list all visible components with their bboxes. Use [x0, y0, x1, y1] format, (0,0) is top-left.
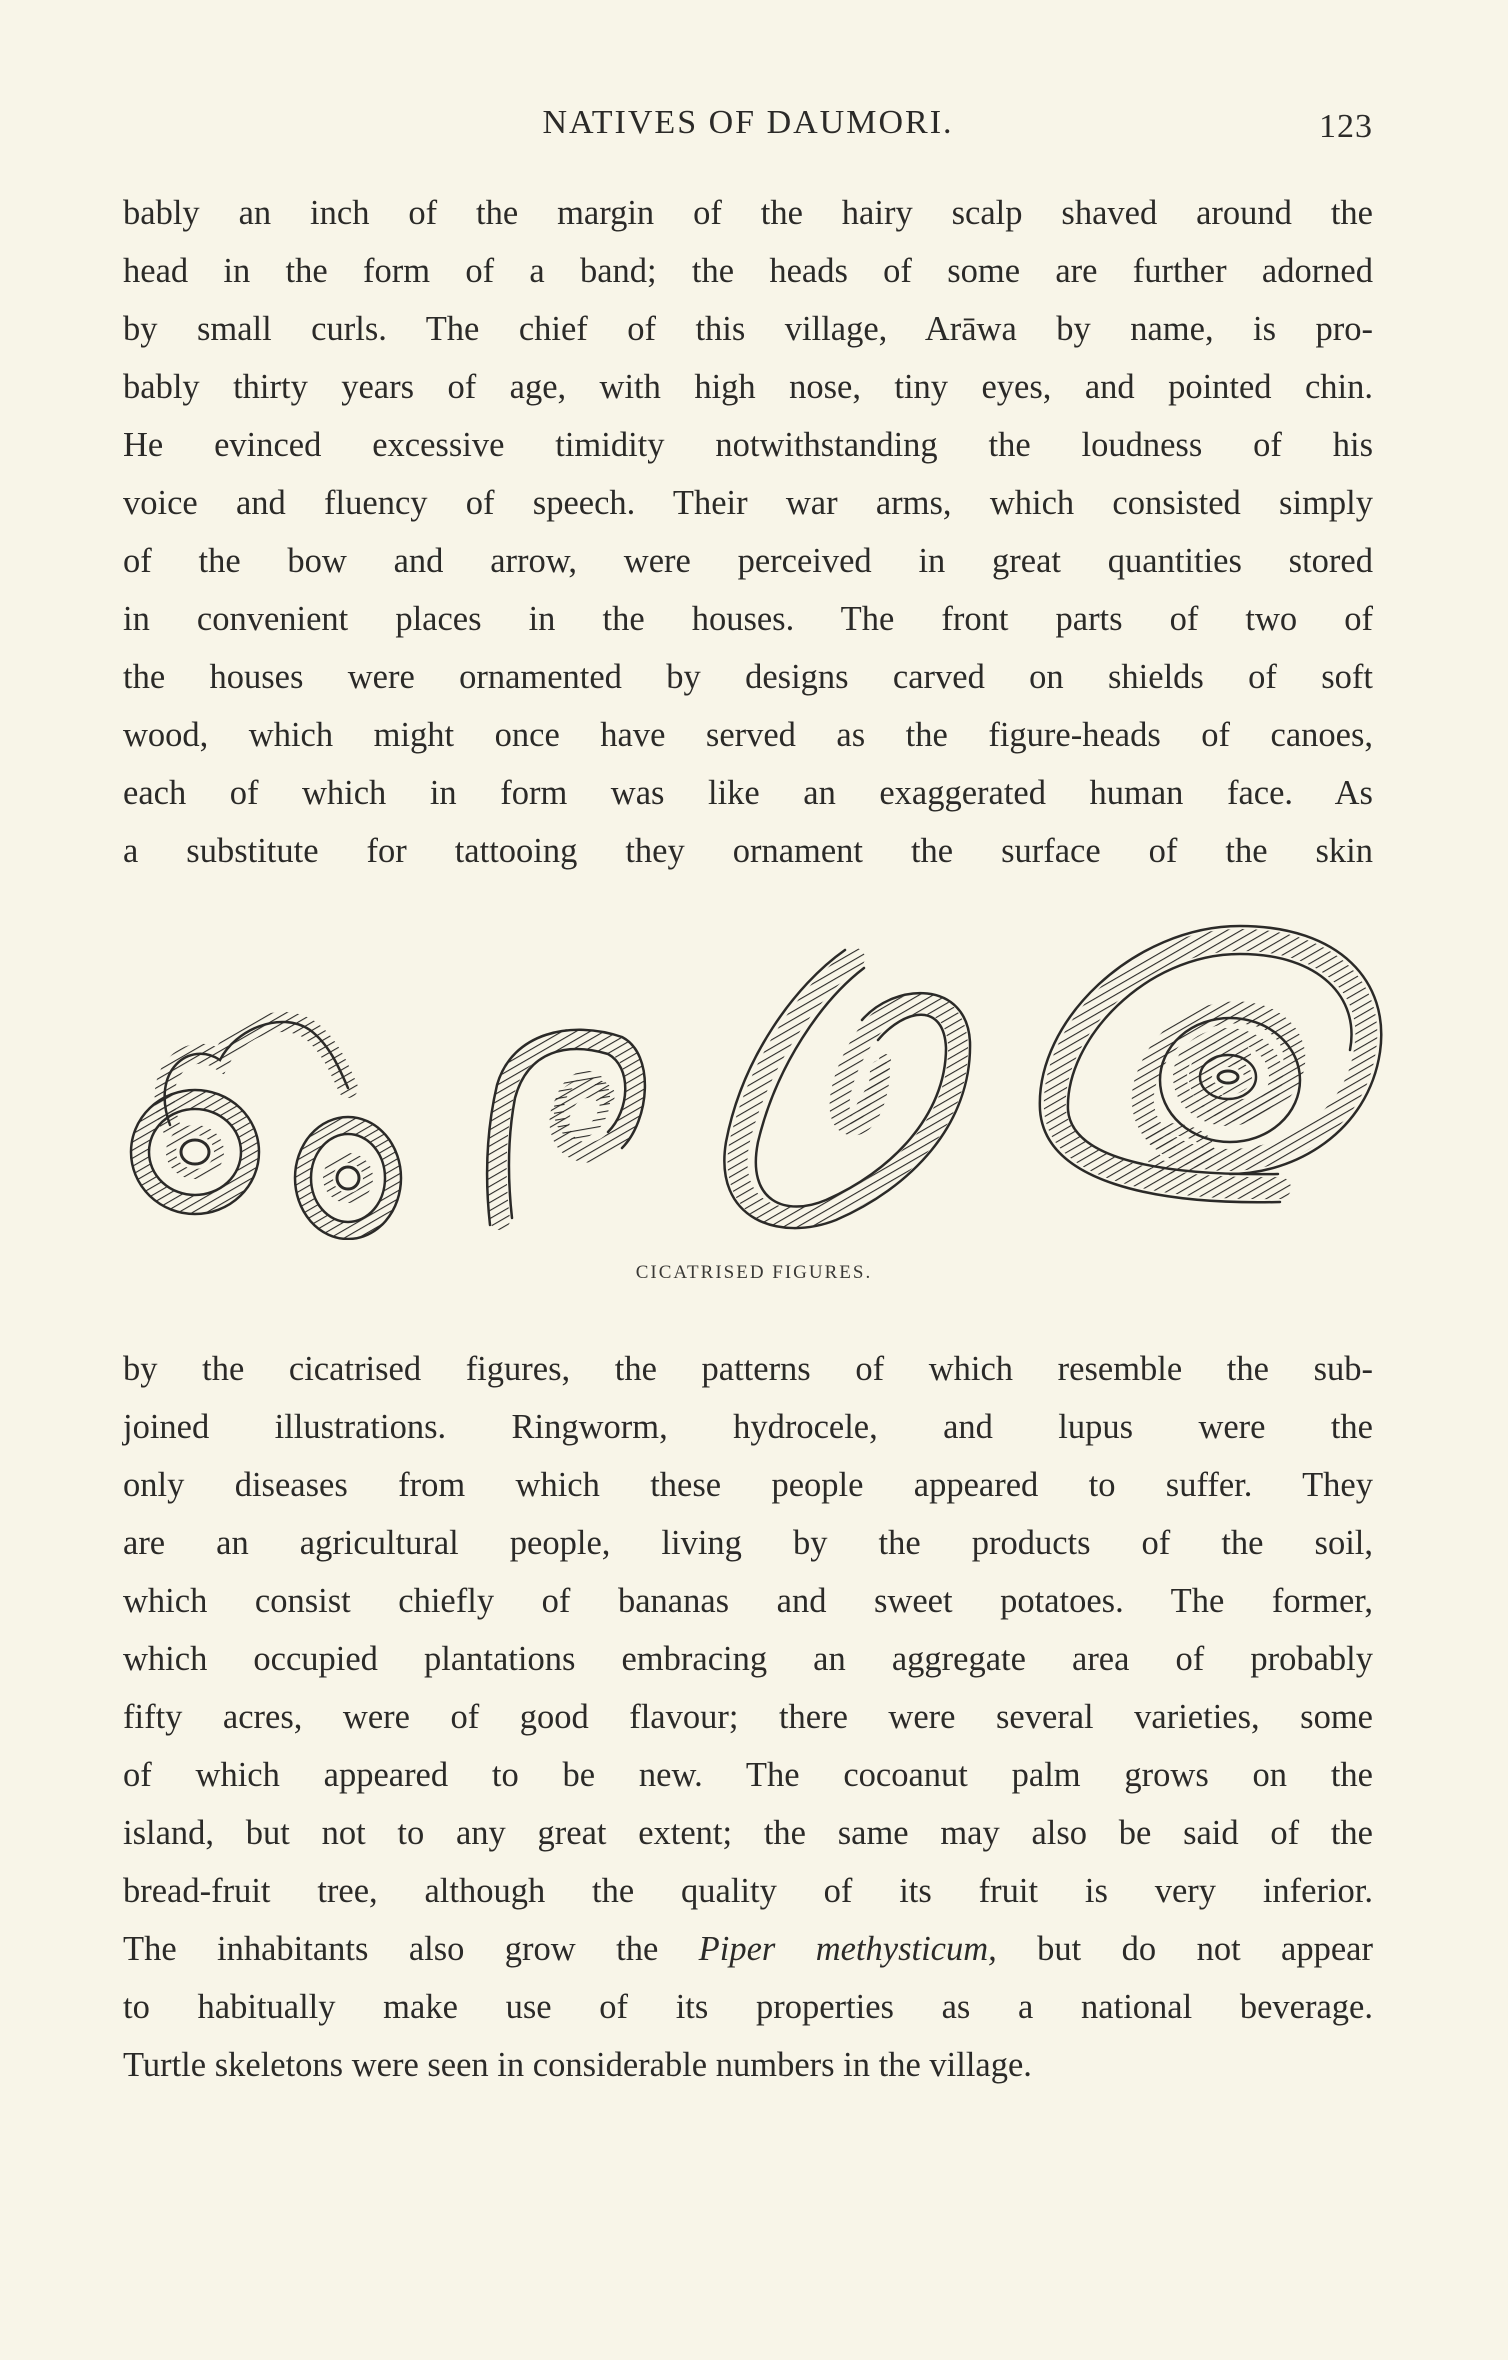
page-number: 123	[1319, 108, 1373, 145]
text-line: Turtle skeletons were seen in considerable numbers in the village.	[123, 2046, 1032, 2084]
text-line: head in the form of a band; the heads of some are further adorned	[123, 252, 1373, 290]
text-line: bably an inch of the margin of the hairy scalp shaved around the	[123, 194, 1373, 232]
text-line: of the bow and arrow, were perceived in great quantities stored	[123, 542, 1373, 580]
running-title: NATIVES OF DAUMORI.	[542, 104, 954, 141]
cicatrised-figures-illustration	[110, 920, 1400, 1240]
text-line: only diseases from which these people appeared to suffer. They	[123, 1466, 1373, 1504]
text-line: voice and fluency of speech. Their war arms, which consisted simply	[123, 484, 1373, 522]
italic-species-name: Piper methysticum,	[698, 1930, 997, 1968]
text-line: by the cicatrised figures, the patterns of which resemble the sub-	[123, 1350, 1373, 1388]
text-line-with-italic	[123, 1920, 1373, 1978]
text-line: are an agricultural people, living by the products of the soil,	[123, 1524, 1373, 1562]
paragraph-top	[123, 184, 1373, 880]
text-fragment: but do not appear	[996, 1930, 1373, 1968]
text-line: bread-fruit tree, although the quality of its fruit is very inferior.	[123, 1872, 1373, 1910]
running-head	[123, 98, 1373, 148]
text-line: of which appeared to be new. The cocoanut palm grows on the	[123, 1756, 1373, 1794]
text-line: by small curls. The chief of this village, Arāwa by name, is pro-	[123, 310, 1373, 348]
text-line: to habitually make use of its properties as a national beverage.	[123, 1988, 1373, 2026]
text-line: island, but not to any great extent; the same may also be said of the	[123, 1814, 1373, 1852]
text-line: He evinced excessive timidity notwithstanding the loudness of his	[123, 426, 1373, 464]
text-line: joined illustrations. Ringworm, hydrocele, and lupus were the	[123, 1408, 1373, 1446]
text-line: in convenient places in the houses. The front parts of two of	[123, 600, 1373, 638]
text-line: fifty acres, were of good flavour; there were several varieties, some	[123, 1698, 1373, 1736]
figure-large-spiral	[1040, 926, 1381, 1202]
text-line: each of which in form was like an exaggerated human face. As	[123, 774, 1373, 812]
text-line: bably thirty years of age, with high nose, tiny eyes, and pointed chin.	[123, 368, 1373, 406]
text-line: the houses were ornamented by designs carved on shields of soft	[123, 658, 1373, 696]
text-line: a substitute for tattooing they ornament the surface of the skin	[123, 832, 1373, 870]
text-line: wood, which might once have served as the figure-heads of canoes,	[123, 716, 1373, 754]
paragraph-bottom	[123, 1340, 1373, 2094]
text-line: which occupied plantations embracing an aggregate area of probably	[123, 1640, 1373, 1678]
figure-hooked-spiral	[487, 1030, 645, 1225]
text-fragment: The inhabitants also grow the	[123, 1930, 699, 1968]
figure-caption: CICATRISED FIGURES.	[635, 1262, 873, 1283]
figure-double-coil	[131, 1022, 401, 1239]
text-line: which consist chiefly of bananas and sweet potatoes. The former,	[123, 1582, 1373, 1620]
figure-oval-spiral	[724, 950, 970, 1228]
cicatrised-figures-drawing	[110, 920, 1400, 1240]
